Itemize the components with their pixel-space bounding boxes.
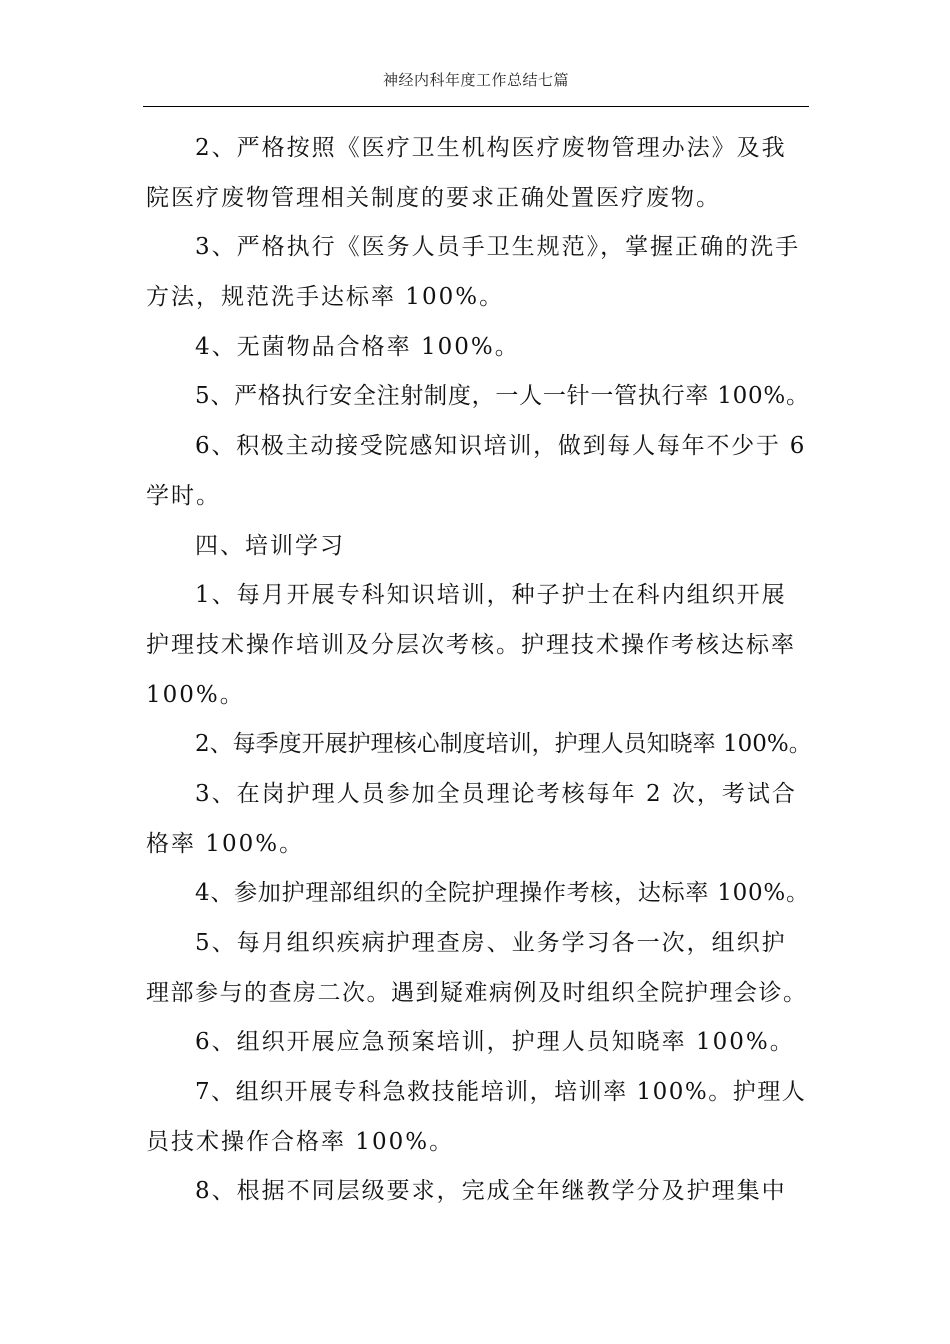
text-line: 3、严格执行《医务人员手卫生规范》，掌握正确的洗手 — [195, 234, 801, 261]
text-line: 4、无菌物品合格率 100%。 — [195, 333, 520, 360]
text-line: 2、每季度开展护理核心制度培训，护理人员知晓率 100%。 — [195, 731, 812, 758]
text-line: 5、每月组织疾病护理查房、业务学习各一次，组织护 — [195, 930, 787, 956]
text-line: 7、组织开展专科急救技能培训，培训率 100%。护理人 — [195, 1079, 807, 1106]
text-line: 四、培训学习 — [195, 532, 345, 559]
text-line: 6、组织开展应急预案培训，护理人员知晓率 100%。 — [195, 1029, 795, 1056]
text-line: 6、积极主动接受院感知识培训，做到每人每年不少于 6 — [195, 433, 807, 460]
page-header-title: 神经内科年度工作总结七篇 — [382, 71, 569, 89]
text-line: 5、严格执行安全注射制度，一人一针一管执行率 100%。 — [195, 383, 810, 410]
text-line: 学时。 — [146, 482, 221, 509]
text-line: 4、参加护理部组织的全院护理操作考核，达标率 100%。 — [195, 880, 810, 907]
document-body — [146, 124, 812, 1217]
header-divider — [143, 106, 809, 107]
text-line: 员技术操作合格率 100%。 — [146, 1128, 455, 1155]
text-line: 护理技术操作培训及分层次考核。护理技术操作考核达标率 — [146, 631, 796, 658]
text-line: 方法，规范洗手达标率 100%。 — [146, 284, 505, 311]
text-line: 2、严格按照《医疗卫生机构医疗废物管理办法》及我 — [195, 135, 787, 161]
text-line: 100%。 — [146, 681, 245, 708]
text-line: 1、每月开展专科知识培训，种子护士在科内组织开展 — [195, 582, 787, 609]
text-line: 格率 100%。 — [146, 830, 305, 857]
text-line: 理部参与的查房二次。遇到疑难病例及时组织全院护理会诊。 — [146, 979, 808, 1006]
text-line: 院医疗废物管理相关制度的要求正确处置医疗废物。 — [146, 184, 721, 211]
text-line: 8、根据不同层级要求，完成全年继教学分及护理集中 — [195, 1178, 787, 1205]
text-line: 3、在岗护理人员参加全员理论考核每年 2 次，考试合 — [195, 780, 797, 807]
